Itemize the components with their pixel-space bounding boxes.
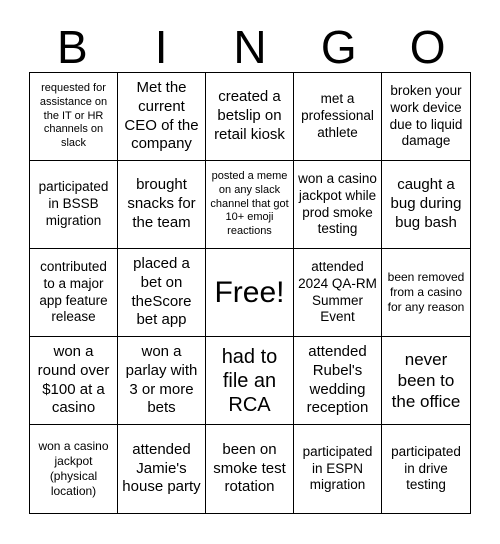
bingo-cell[interactable]: placed a bet on theScore bet app xyxy=(118,249,206,337)
bingo-cell[interactable]: won a round over $100 at a casino xyxy=(30,337,118,425)
free-space-cell[interactable]: Free! xyxy=(206,249,294,337)
bingo-cell[interactable]: Met the current CEO of the company xyxy=(118,73,206,161)
bingo-cell[interactable]: contributed to a major app feature release xyxy=(30,249,118,337)
bingo-cell[interactable]: been removed from a casino for any reason xyxy=(382,249,470,337)
bingo-cell[interactable]: participated in BSSB migration xyxy=(30,161,118,249)
bingo-grid xyxy=(29,72,471,514)
bingo-cell[interactable]: brought snacks for the team xyxy=(118,161,206,249)
bingo-cell[interactable]: been on smoke test rotation xyxy=(206,425,294,513)
bingo-cell[interactable]: won a casino jackpot while prod smoke testing xyxy=(294,161,382,249)
bingo-cell[interactable]: attended Rubel's wedding reception xyxy=(294,337,382,425)
bingo-cell[interactable]: participated in drive testing xyxy=(391,443,461,493)
bingo-cell[interactable]: created a betslip on retail kiosk xyxy=(206,73,294,161)
header-letter-i: I xyxy=(154,21,168,73)
bingo-cell[interactable]: met a professional athlete xyxy=(294,73,382,161)
header-letter-n: N xyxy=(233,21,267,73)
bingo-cell[interactable]: requested for assistance on the IT or HR channels on slack xyxy=(30,73,118,161)
bingo-cell[interactable]: participated in ESPN migration xyxy=(294,425,382,513)
bingo-cell[interactable]: broken your work device due to liquid damage xyxy=(382,73,470,161)
bingo-cell[interactable]: won a parlay with 3 or more bets xyxy=(118,337,206,425)
header-letter-g: G xyxy=(320,21,357,73)
bingo-cell[interactable]: had to file an RCA xyxy=(206,337,294,425)
bingo-cell[interactable]: attended 2024 QA-RM Summer Event xyxy=(294,249,382,337)
bingo-cell[interactable]: won a casino jackpot (physical location) xyxy=(30,425,118,513)
bingo-header xyxy=(28,18,472,76)
bingo-cell[interactable]: caught a bug during bug bash xyxy=(382,161,470,249)
bingo-cell[interactable]: attended Jamie's house party xyxy=(118,425,206,513)
header-letter-o: O xyxy=(409,21,446,73)
header-letter-b: B xyxy=(57,21,88,73)
bingo-cell[interactable]: posted a meme on any slack channel that got 10+ emoji reactions xyxy=(206,161,294,249)
bingo-cell[interactable]: never been to the office xyxy=(382,337,470,425)
